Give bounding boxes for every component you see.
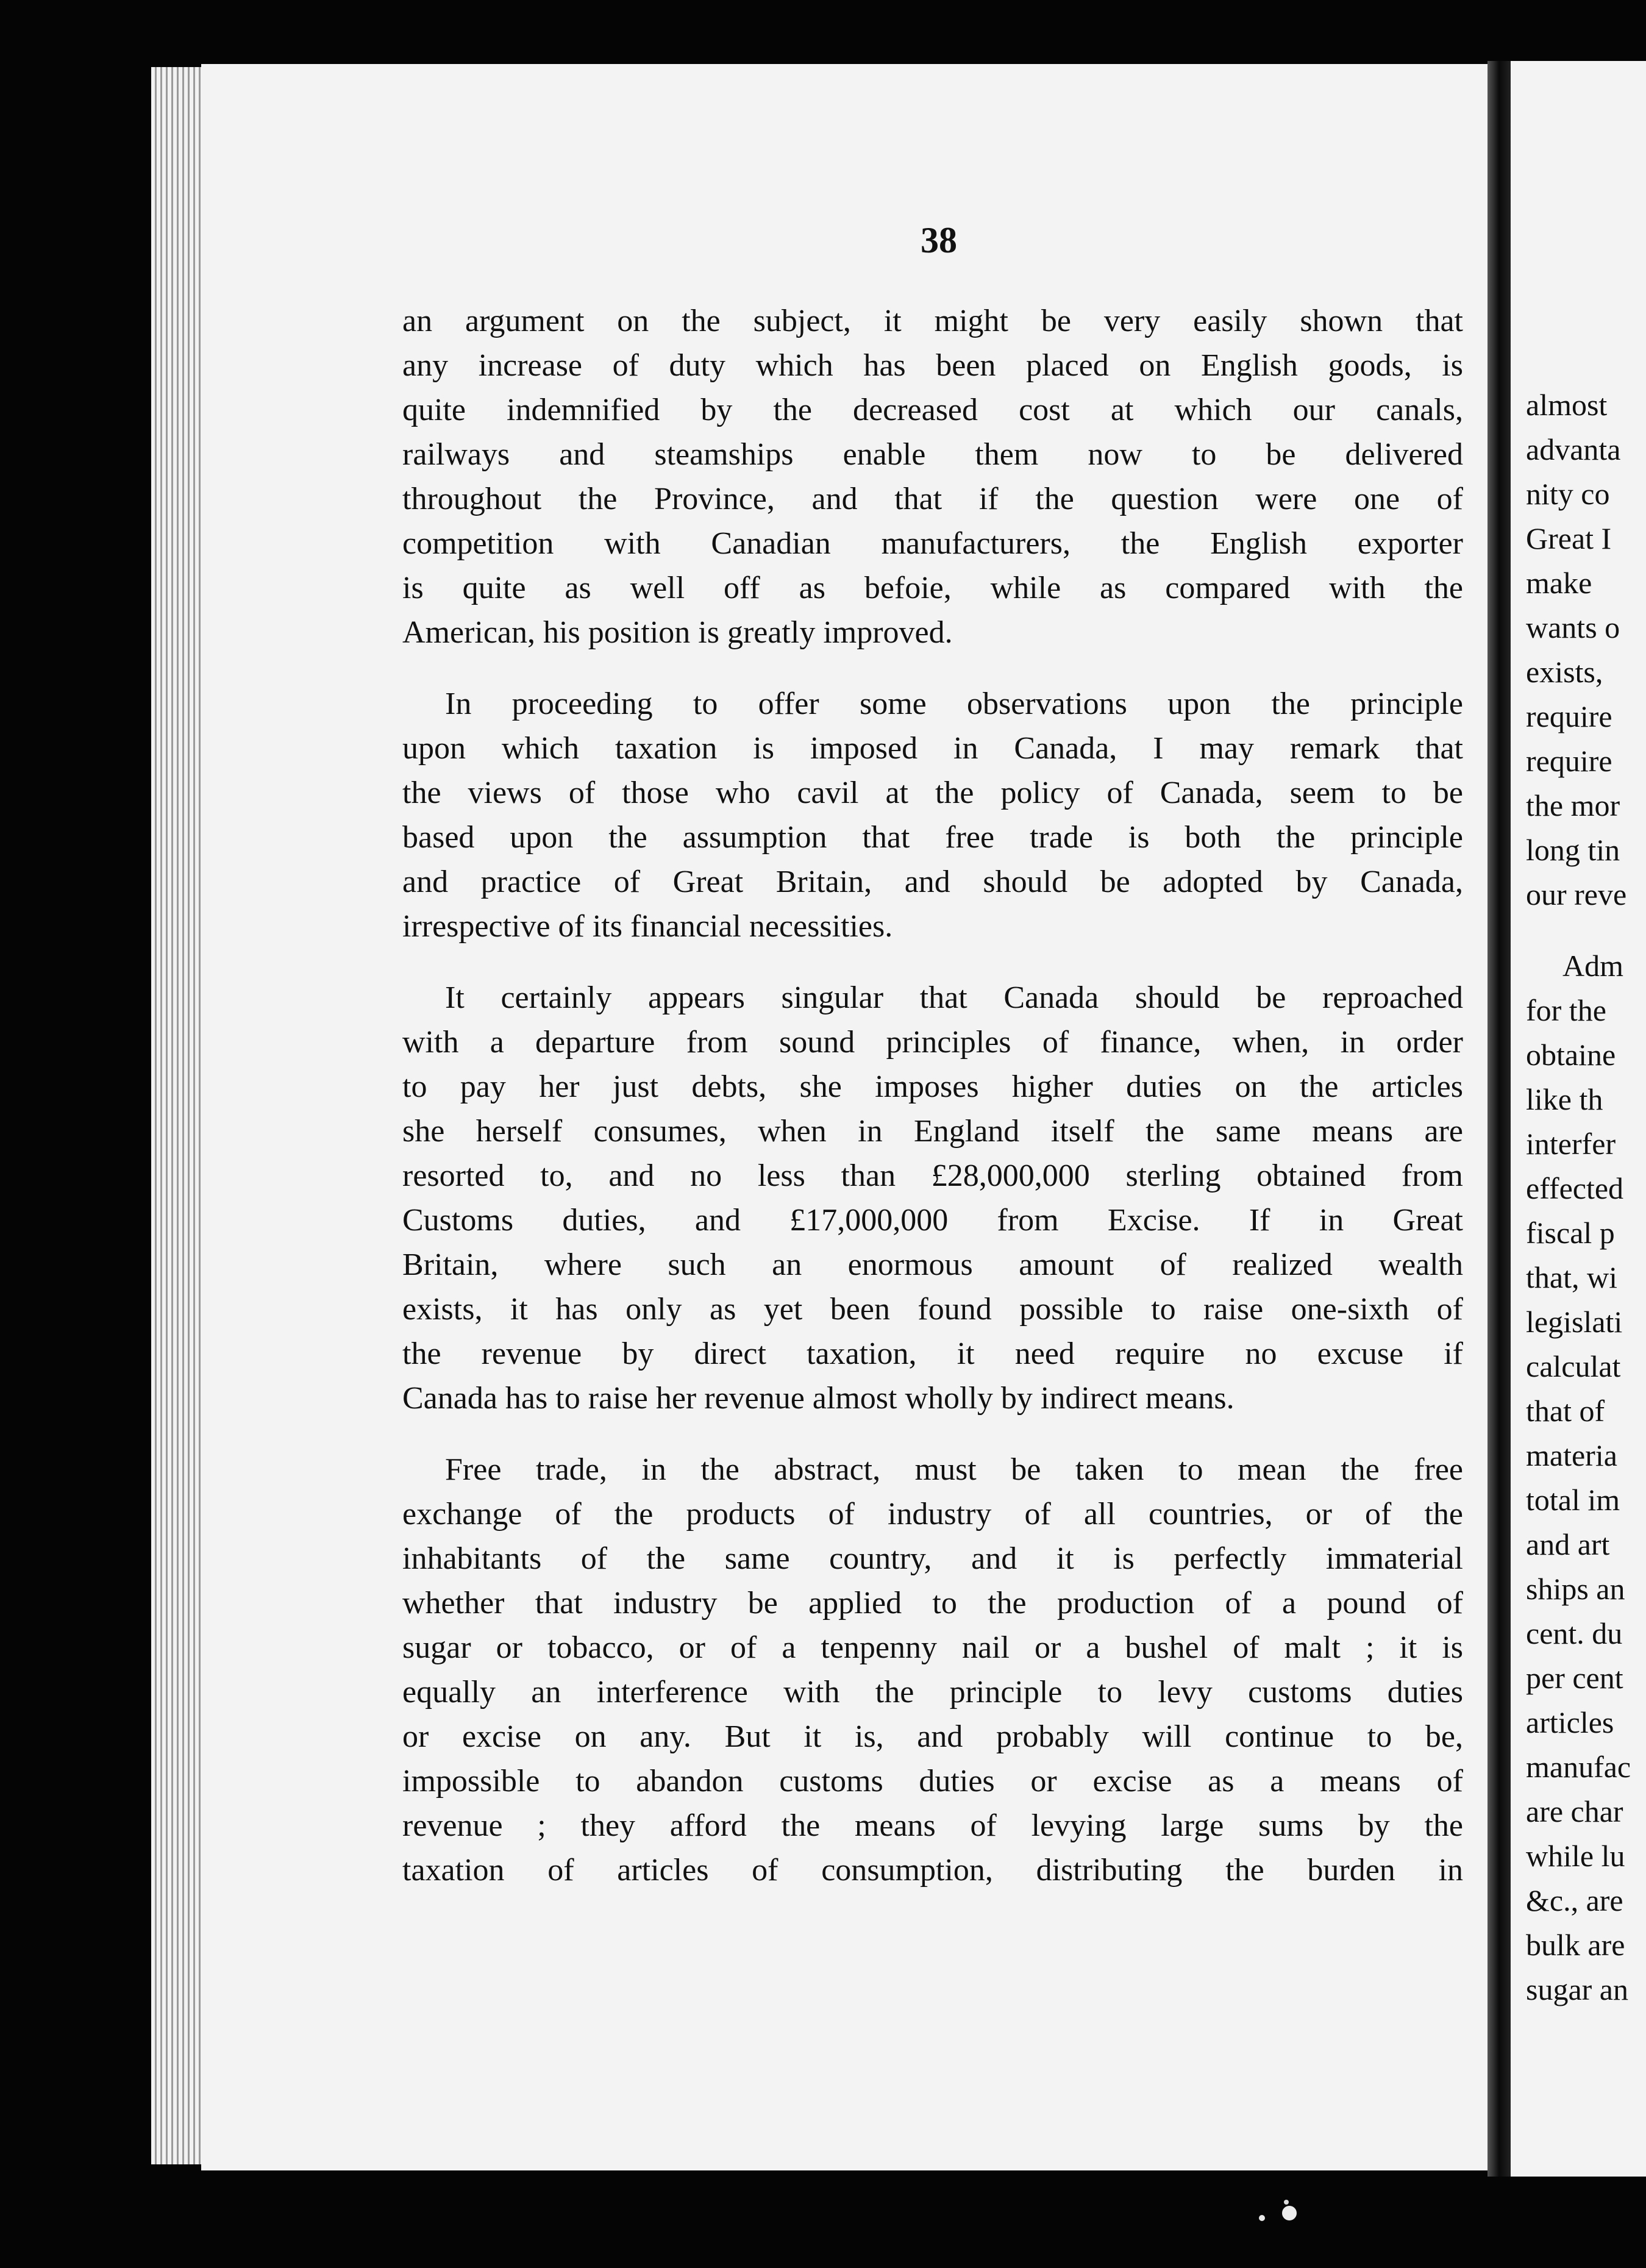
text-line: Britain, where such an enormous amount of realized wealth — [402, 1247, 1463, 1282]
text-line: Canada has to raise her revenue almost wholly by indirect means. — [402, 1381, 1234, 1416]
text-line: railways and steamships enable them now to be delivered — [402, 437, 1463, 472]
paragraph-gap — [402, 655, 1463, 682]
right-page-line: ships an — [1526, 1572, 1625, 1606]
right-page-line: obtaine — [1526, 1038, 1616, 1072]
right-page-line: that of — [1526, 1394, 1605, 1428]
right-page-line: cent. du — [1526, 1616, 1623, 1650]
scan-specks — [1256, 2195, 1305, 2231]
right-page-line: articles — [1526, 1705, 1614, 1739]
text-line: equally an interference with the principle to levy customs duties — [402, 1675, 1463, 1710]
text-line: or excise on any. But it is, and probably will continue to be, — [402, 1719, 1463, 1754]
text-line: Free trade, in the abstract, must be taken to mean the free — [445, 1452, 1463, 1487]
text-line: It certainly appears singular that Canada should be reproached — [445, 980, 1463, 1015]
text-line: throughout the Province, and that if the question were one of — [402, 482, 1463, 516]
right-page-line: effected — [1526, 1171, 1624, 1205]
right-page-line: advanta — [1526, 432, 1621, 466]
right-page-line: calculat — [1526, 1349, 1621, 1383]
text-line: taxation of articles of consumption, distributing the burden in — [402, 1853, 1463, 1888]
text-line: any increase of duty which has been placed on English goods, is — [402, 348, 1463, 383]
right-page-line: per cent — [1526, 1661, 1623, 1695]
text-line: In proceeding to offer some observations upon the principle — [445, 686, 1463, 721]
right-page-line: legislati — [1526, 1305, 1623, 1339]
paragraph-gap — [402, 1421, 1463, 1447]
book-gutter — [1487, 61, 1511, 2177]
right-page-line: Adm — [1562, 949, 1623, 983]
right-page-line: total im — [1526, 1483, 1620, 1517]
right-page-line: manufac — [1526, 1750, 1631, 1784]
text-line: revenue ; they afford the means of levying large sums by the — [402, 1808, 1463, 1843]
text-line: impossible to abandon customs duties or excise as a means of — [402, 1764, 1463, 1799]
paragraph-gap — [1526, 917, 1631, 944]
text-line: to pay her just debts, she imposes higher duties on the articles — [402, 1069, 1463, 1104]
text-line: the views of those who cavil at the policy of Canada, seem to be — [402, 776, 1463, 810]
right-page-line: and art — [1526, 1527, 1610, 1561]
right-page-line: materia — [1526, 1438, 1617, 1472]
text-line: with a departure from sound principles of finance, when, in order — [402, 1025, 1463, 1060]
text-line: upon which taxation is imposed in Canada, I may remark that — [402, 731, 1463, 766]
page-body-text — [402, 299, 1463, 1892]
text-line: the revenue by direct taxation, it need require no excuse if — [402, 1336, 1463, 1371]
text-line: American, his position is greatly improved. — [402, 615, 953, 650]
paragraph — [402, 1447, 1463, 1892]
text-line: she herself consumes, when in England itself the same means are — [402, 1114, 1463, 1149]
paragraph-gap — [402, 949, 1463, 975]
text-line: based upon the assumption that free trade is both the principle — [402, 820, 1463, 855]
text-line: whether that industry be applied to the production of a pound of — [402, 1586, 1463, 1621]
right-page-line: bulk are — [1526, 1928, 1625, 1962]
book-page-edges — [151, 67, 206, 2164]
right-page-line: are char — [1526, 1794, 1623, 1828]
paragraph — [402, 682, 1463, 949]
text-line: irrespective of its financial necessities. — [402, 909, 893, 944]
text-line: sugar or tobacco, or of a tenpenny nail or a bushel of malt ; it is — [402, 1630, 1463, 1665]
right-page-line: &c., are — [1526, 1883, 1623, 1917]
right-page-line: require — [1526, 699, 1612, 733]
paragraph — [402, 299, 1463, 655]
page-number: 38 — [921, 220, 957, 260]
text-line: resorted to, and no less than £28,000,000 sterling obtained from — [402, 1158, 1463, 1193]
text-line: quite indemnified by the decreased cost at which our canals, — [402, 393, 1463, 427]
right-page-line: that, wi — [1526, 1260, 1617, 1294]
text-line: exists, it has only as yet been found possible to raise one-sixth of — [402, 1292, 1463, 1327]
right-page-line: like th — [1526, 1082, 1603, 1116]
right-page-line: almost — [1526, 388, 1608, 422]
right-page-line: our reve — [1526, 877, 1627, 911]
right-page-line: require — [1526, 744, 1612, 778]
right-page-line: make — [1526, 566, 1592, 600]
text-line: inhabitants of the same country, and it is perfectly immaterial — [402, 1541, 1463, 1576]
text-line: is quite as well off as befoie, while as compared with the — [402, 571, 1463, 605]
text-line: and practice of Great Britain, and should be adopted by Canada, — [402, 865, 1463, 899]
right-page-line: wants o — [1526, 610, 1620, 644]
right-page-line: Great I — [1526, 521, 1612, 555]
right-page-line: exists, — [1526, 655, 1603, 689]
right-page-line: nity co — [1526, 477, 1610, 511]
right-page-line: for the — [1526, 993, 1606, 1027]
right-page-line: fiscal p — [1526, 1216, 1615, 1250]
right-page-line: sugar an — [1526, 1972, 1628, 2006]
text-line: Customs duties, and £17,000,000 from Excise. If in Great — [402, 1203, 1463, 1238]
text-line: an argument on the subject, it might be very easily shown that — [402, 304, 1463, 338]
right-page-text — [1526, 383, 1631, 2012]
text-line: competition with Canadian manufacturers, the English exporter — [402, 526, 1463, 561]
text-line: exchange of the products of industry of all countries, or of the — [402, 1497, 1463, 1532]
right-page — [1511, 61, 1646, 2177]
paragraph — [402, 975, 1463, 1421]
right-page-line: long tin — [1526, 833, 1620, 867]
right-page-line: interfer — [1526, 1127, 1616, 1161]
right-page-line: the mor — [1526, 788, 1620, 822]
right-page-line: while lu — [1526, 1839, 1625, 1873]
